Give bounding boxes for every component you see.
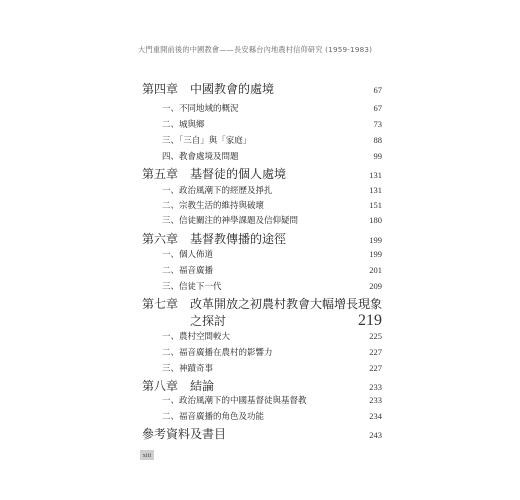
toc-chapter-8 bbox=[142, 377, 382, 394]
toc-section bbox=[142, 214, 382, 226]
toc-title: 二、福音廣播的角色及功能 bbox=[162, 412, 265, 422]
toc-chapter-5 bbox=[142, 165, 382, 182]
toc-chapter-7-continued bbox=[142, 312, 382, 330]
toc-section bbox=[142, 184, 382, 196]
toc-page: 233 bbox=[369, 382, 382, 392]
toc-page: 151 bbox=[369, 200, 382, 210]
toc-title: 第六章 基督教傳播的途徑 bbox=[142, 232, 287, 246]
toc-page: 219 bbox=[358, 312, 382, 329]
toc-page: 67 bbox=[373, 85, 382, 95]
toc-section bbox=[142, 150, 382, 162]
toc-page: 227 bbox=[369, 347, 382, 357]
toc-section bbox=[142, 134, 382, 146]
toc-section bbox=[142, 264, 382, 276]
toc-title: 二、福音廣播 bbox=[162, 266, 214, 276]
toc-title: 三、神蹟奇事 bbox=[162, 364, 214, 374]
toc-page: 67 bbox=[373, 103, 382, 113]
toc-title: 三、信徒下一代 bbox=[162, 282, 222, 292]
toc-title: 參考資料及書目 bbox=[142, 427, 227, 441]
toc-title: 三、「三自」與「家庭」 bbox=[162, 136, 252, 146]
toc-page: 227 bbox=[369, 363, 382, 373]
toc-section bbox=[142, 102, 382, 114]
toc-title: 一、政治風潮下的中國基督徒與基督教 bbox=[162, 396, 307, 406]
toc-title: 第五章 基督徒的個人處境 bbox=[142, 167, 287, 181]
toc-section bbox=[142, 362, 382, 374]
toc-title: 三、信徒關注的神學課題及信仰疑問 bbox=[162, 216, 299, 226]
toc-chapter-6 bbox=[142, 230, 382, 247]
toc-page: 243 bbox=[369, 430, 382, 440]
toc-section bbox=[142, 280, 382, 292]
toc-page: 209 bbox=[369, 281, 382, 291]
toc-page: 99 bbox=[373, 151, 382, 161]
toc-section bbox=[142, 199, 382, 211]
toc-page: 201 bbox=[369, 265, 382, 275]
toc-title: 一、農村空間較大 bbox=[162, 332, 231, 342]
running-header: 大門重開前後的中國教會——長安縣台內地農村信仰研究 (1959-1983) bbox=[138, 45, 373, 54]
toc-page: 131 bbox=[369, 170, 382, 180]
toc-chapter-4 bbox=[142, 80, 382, 97]
toc-page: 233 bbox=[369, 395, 382, 405]
toc-title: 第八章 結論 bbox=[142, 379, 215, 393]
toc-page: 199 bbox=[369, 249, 382, 259]
toc-page: 225 bbox=[369, 331, 382, 341]
toc-section bbox=[142, 346, 382, 358]
toc-title: 第七章 改革開放之初農村教會大幅增長現象 bbox=[142, 297, 383, 311]
toc-title: 四、教會處境及問題 bbox=[162, 152, 239, 162]
toc-section bbox=[142, 410, 382, 422]
page-number: xiii bbox=[140, 450, 154, 460]
toc-title: 第四章 中國教會的處境 bbox=[142, 82, 275, 96]
toc-page: 180 bbox=[369, 215, 382, 225]
toc-page: 131 bbox=[369, 185, 382, 195]
toc-page: 234 bbox=[369, 411, 382, 421]
toc-section bbox=[142, 118, 382, 130]
toc-section bbox=[142, 394, 382, 406]
toc-title: 一、政治風潮下的經歷及掙扎 bbox=[162, 186, 273, 196]
toc-title: 二、城與鄉 bbox=[162, 120, 205, 130]
toc-page: 199 bbox=[369, 235, 382, 245]
toc-title: 一、個人佈道 bbox=[162, 250, 214, 260]
toc-page: 88 bbox=[373, 135, 382, 145]
toc-section bbox=[142, 248, 382, 260]
toc-title: 二、福音廣播在農村的影響力 bbox=[162, 348, 273, 358]
toc-title: 之探討 bbox=[190, 314, 227, 328]
toc-bibliography bbox=[142, 425, 382, 442]
toc-title: 二、宗教生活的維持與破壞 bbox=[162, 201, 265, 211]
toc-title: 一、不同地域的概況 bbox=[162, 104, 239, 114]
toc-page: 73 bbox=[373, 119, 382, 129]
toc-section bbox=[142, 330, 382, 342]
toc-chapter-7 bbox=[142, 295, 382, 312]
